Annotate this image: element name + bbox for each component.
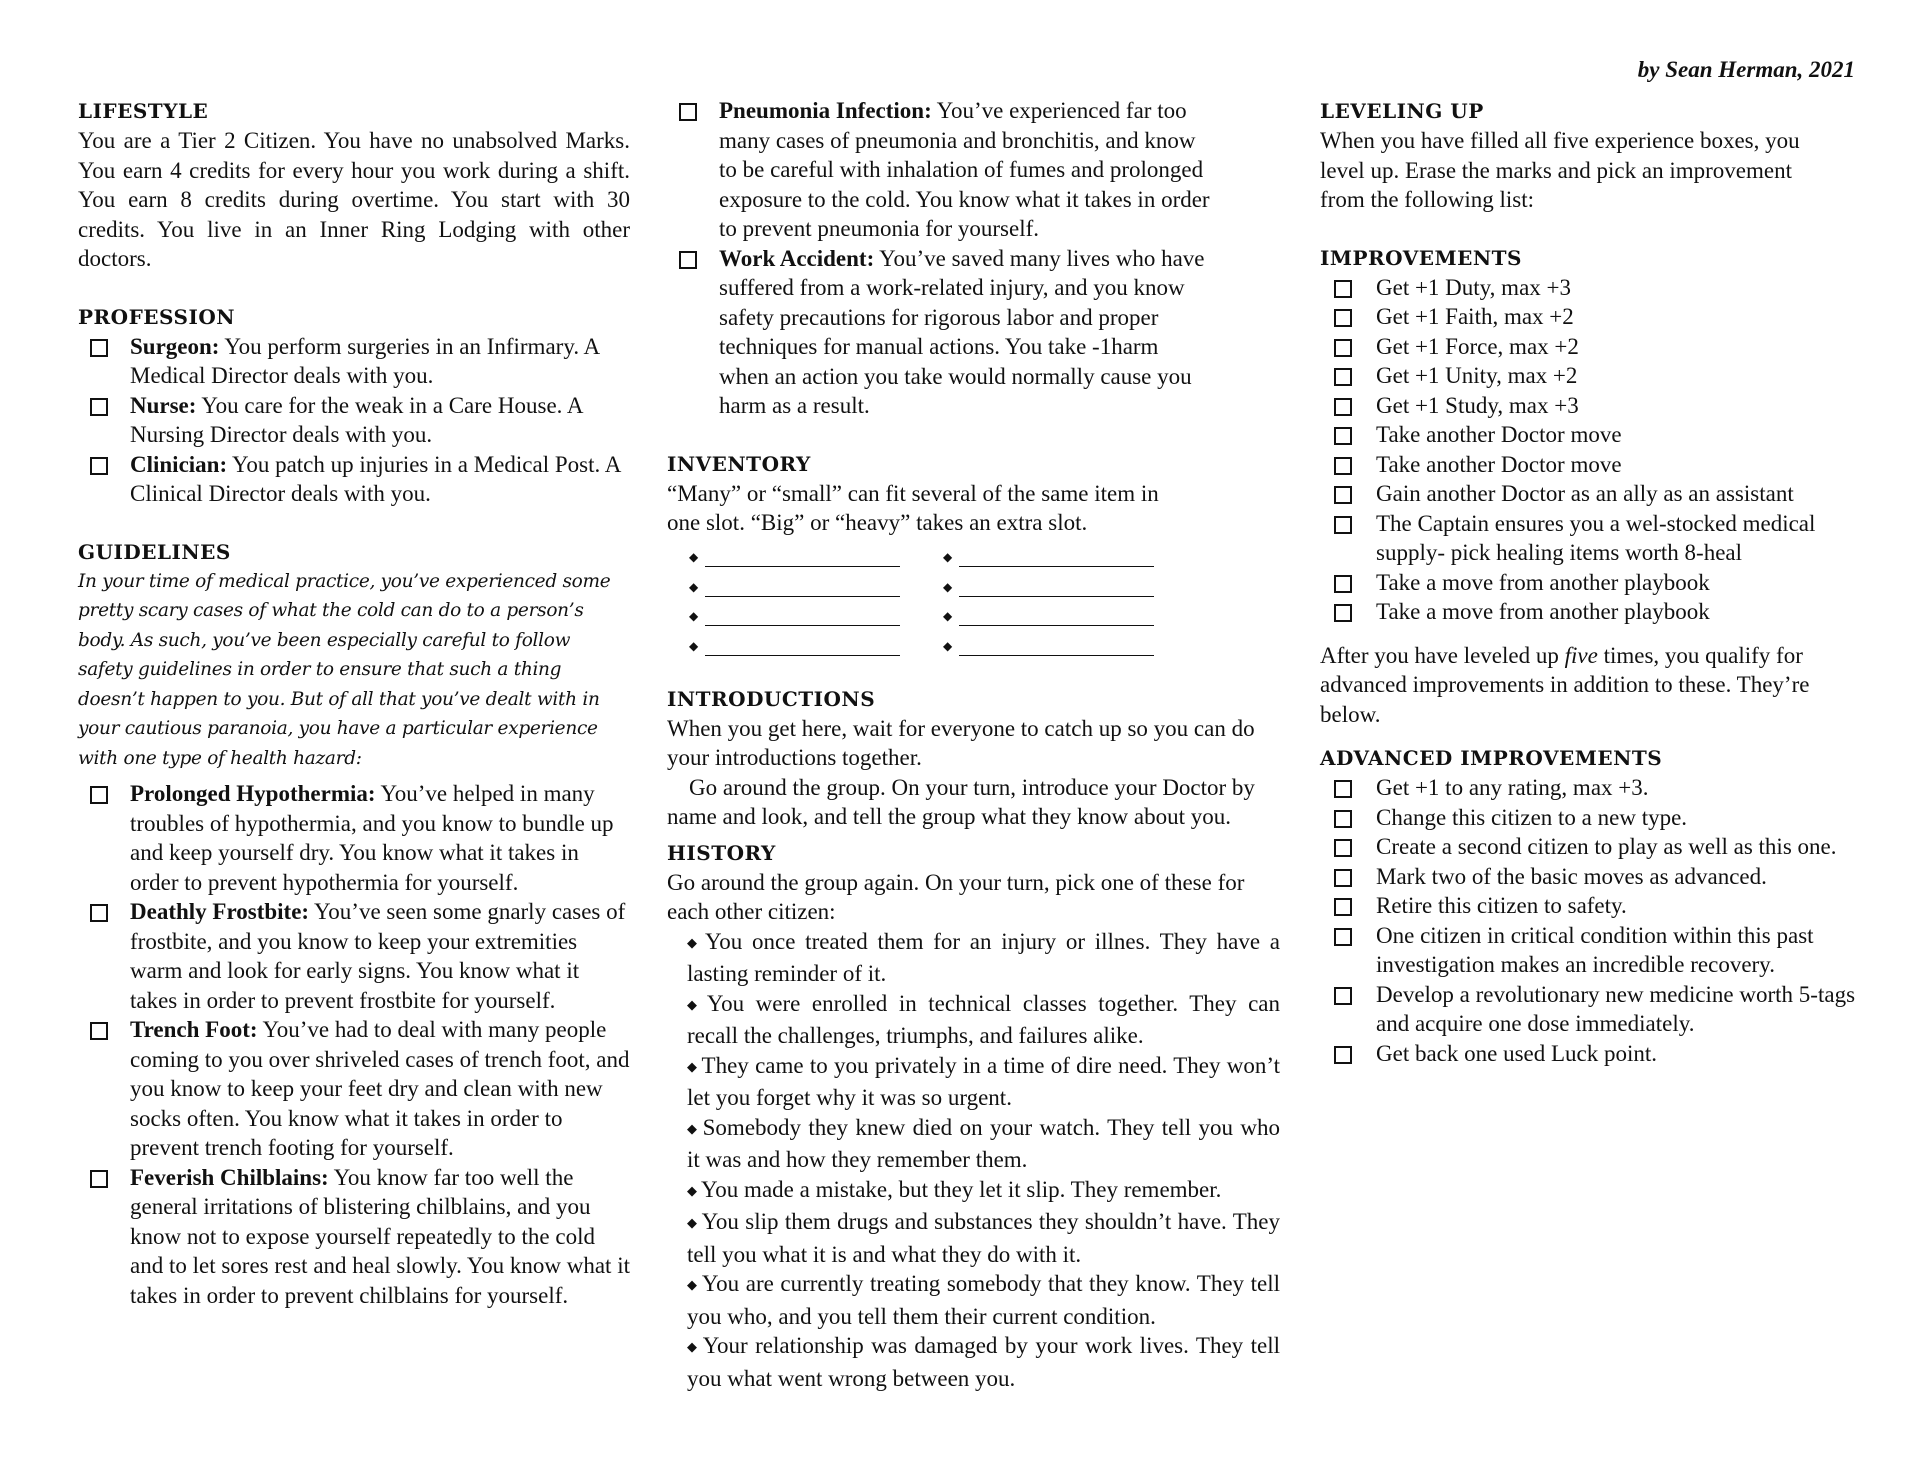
option-text: You perform surgeries in an Infirmary. A Medical Director deals with you. — [130, 333, 599, 388]
write-line[interactable] — [705, 578, 900, 597]
history-option: ◆ Your relationship was damaged by your work lives. They tell you what went wrong between you. — [687, 1333, 1281, 1391]
inventory-slot[interactable] — [943, 538, 1197, 568]
option-title: Feverish Chilblains: — [130, 1164, 329, 1190]
inventory-slot[interactable] — [943, 597, 1197, 627]
checkbox[interactable] — [1334, 398, 1352, 416]
history-option: ◆ You are currently treating somebody that they know. They tell you who, and you tell them their current condition. — [687, 1271, 1281, 1329]
improvement-option[interactable]: Take another Doctor move — [1334, 420, 1880, 450]
checkbox[interactable] — [1334, 280, 1352, 298]
inventory-slot[interactable] — [689, 538, 943, 568]
option-title: Surgeon: — [130, 333, 220, 359]
checkbox[interactable] — [1334, 427, 1352, 445]
inventory-slot[interactable] — [943, 567, 1197, 597]
checkbox[interactable] — [1334, 898, 1352, 916]
checkbox[interactable] — [1334, 368, 1352, 386]
checkbox[interactable] — [1334, 604, 1352, 622]
improvement-option[interactable]: Take a move from another playbook — [1334, 568, 1880, 598]
guideline-option-pneumonia[interactable] — [679, 96, 1212, 244]
inventory-slot[interactable] — [943, 626, 1197, 656]
option-text: You’ve saved many lives who have suffered from a work-related injury, and you know safety precautions for rigorous labor and proper techniques for manual actions. You take -1harm when an action you take would normally cause you harm as a result. — [719, 245, 1205, 418]
history-list — [667, 927, 1280, 1394]
guidelines-list — [78, 779, 630, 1310]
option-text: You care for the weak in a Care House. A Nursing Director deals with you. — [130, 392, 583, 447]
checkbox[interactable] — [1334, 928, 1352, 946]
option-title: Trench Foot: — [130, 1017, 258, 1042]
lifestyle-text: You are a Tier 2 Citizen. You have no unabsolved Marks. You earn 4 credits for every hour you work during a shift. You earn 8 credits during overtime. You start with 30 credits. You live in an Inner Ring Lodging with other doctors. — [78, 128, 630, 271]
inventory-slot[interactable] — [689, 626, 943, 656]
history-intro: Go around the group again. On your turn, pick one of these for each other citizen: — [667, 869, 1245, 924]
guideline-option-hypothermia[interactable] — [90, 779, 630, 897]
history-heading: HISTORY — [667, 840, 776, 865]
diamond-bullet-icon: ◆ — [689, 579, 699, 594]
option-text: You’ve had to deal with many people coming to you over shriveled cases of trench foot, and you know to keep your feet dry and clean with new socks often. You know what it takes in order to prevent trench footing for yourself. — [130, 1017, 630, 1160]
diamond-bullet-icon: ◆ — [687, 1182, 697, 1198]
inventory-slot[interactable] — [689, 597, 943, 627]
inventory-slot[interactable] — [689, 567, 943, 597]
history-option: ◆ You once treated them for an injury or illnes. They have a lasting reminder of it. — [687, 928, 1280, 986]
option-title: Work Accident: — [719, 245, 875, 271]
guideline-option-chilblains[interactable] — [90, 1163, 630, 1311]
profession-option-clinician[interactable] — [90, 450, 630, 509]
inventory-text: “Many” or “small” can fit several of the same item in one slot. “Big” or “heavy” takes an extra slot. — [667, 480, 1159, 535]
write-line[interactable] — [705, 637, 900, 656]
profession-option-nurse[interactable] — [90, 391, 630, 450]
checkbox[interactable] — [1334, 869, 1352, 887]
option-text: You’ve helped in many troubles of hypothermia, and you know to bundle up and keep yourself dry. You know what it takes in order to prevent hypothermia for yourself. — [130, 781, 614, 895]
author-byline: by Sean Herman, 2021 — [1637, 57, 1855, 82]
column-middle — [667, 96, 1280, 1393]
checkbox[interactable] — [1334, 575, 1352, 593]
column-left — [78, 96, 630, 1310]
history-option: ◆ You slip them drugs and substances they shouldn’t have. They tell you what it is and what they do with it. — [687, 1209, 1280, 1267]
improvement-option[interactable]: Gain another Doctor as an ally as an assistant — [1334, 479, 1880, 509]
checkbox[interactable] — [90, 398, 108, 416]
improvement-option[interactable]: Get +1 Force, max +2 — [1334, 332, 1880, 362]
improvement-option[interactable]: Get +1 Unity, max +2 — [1334, 361, 1880, 391]
diamond-bullet-icon: ◆ — [687, 1339, 699, 1354]
diamond-bullet-icon: ◆ — [687, 1277, 698, 1292]
checkbox[interactable] — [1334, 457, 1352, 475]
guideline-option-frostbite[interactable] — [90, 897, 630, 1015]
checkbox[interactable] — [1334, 780, 1352, 798]
improvement-option[interactable]: Take another Doctor move — [1334, 450, 1880, 480]
write-line[interactable] — [959, 548, 1154, 567]
advanced-improvement-option[interactable]: Change this citizen to a new type. — [1334, 803, 1880, 833]
diamond-bullet-icon: ◆ — [687, 1058, 698, 1074]
checkbox[interactable] — [1334, 339, 1352, 357]
write-line[interactable] — [959, 578, 1154, 597]
diamond-bullet-icon: ◆ — [943, 550, 953, 564]
checkbox[interactable] — [679, 103, 697, 121]
improvement-option[interactable]: Get +1 Faith, max +2 — [1334, 302, 1880, 332]
guideline-option-trench-foot[interactable] — [90, 1015, 630, 1163]
guidelines-list-continued — [667, 96, 1212, 421]
improvements-after-text: After you have leveled up five times, you qualify for advanced improvements in addition to these. They’re below. — [1320, 642, 1810, 727]
option-title: Pneumonia Infection: — [719, 98, 932, 123]
option-title: Prolonged Hypothermia: — [130, 781, 376, 806]
diamond-bullet-icon: ◆ — [943, 579, 953, 594]
leveling-text: When you have filled all five experience boxes, you level up. Erase the marks and pick an improvement from the following list: — [1320, 128, 1800, 212]
checkbox[interactable] — [1334, 810, 1352, 828]
option-title: Deathly Frostbite: — [130, 899, 310, 924]
inventory-slots — [689, 538, 1280, 656]
option-text: You know far too well the general irritations of blistering chilblains, and you know not to expose yourself repeatedly to the cold and to let sores rest and heal slowly. You know what it takes in order to prevent chilblains for yourself. — [130, 1164, 630, 1308]
lifestyle-heading: LIFESTYLE — [78, 99, 209, 123]
advanced-improvement-option[interactable]: Mark two of the basic moves as advanced. — [1334, 862, 1880, 892]
leveling-heading: LEVELING UP — [1320, 99, 1484, 123]
advanced-improvement-option[interactable]: Create a second citizen to play as well as this one. — [1334, 832, 1880, 862]
checkbox[interactable] — [1334, 486, 1352, 504]
advanced-improvement-option[interactable]: One citizen in critical condition within this past investigation makes an incredible recovery. — [1334, 921, 1880, 980]
diamond-bullet-icon: ◆ — [687, 1215, 698, 1230]
checkbox[interactable] — [1334, 516, 1352, 534]
history-option: ◆ They came to you privately in a time of dire need. They won’t let you forget why it was so urgent. — [687, 1052, 1280, 1110]
advanced-improvement-option[interactable]: Get back one used Luck point. — [1334, 1039, 1880, 1069]
improvement-option[interactable]: The Captain ensures you a wel-stocked medical supply- pick healing items worth 8-heal — [1334, 509, 1880, 568]
diamond-bullet-icon: ◆ — [687, 1120, 699, 1136]
checkbox[interactable] — [90, 339, 108, 357]
checkbox[interactable] — [90, 786, 108, 804]
advanced-improvement-option[interactable]: Develop a revolutionary new medicine worth 5-tags and acquire one dose immediately. — [1334, 980, 1880, 1039]
checkbox[interactable] — [1334, 1046, 1352, 1064]
history-option: ◆ You made a mistake, but they let it slip. They remember. — [687, 1176, 1222, 1202]
option-text: You patch up injuries in a Medical Post. A Clinical Director deals with you. — [130, 451, 621, 506]
option-title: Clinician: — [130, 451, 228, 477]
improvements-list — [1320, 273, 1880, 627]
advanced-improvements-list — [1320, 773, 1880, 1068]
diamond-bullet-icon: ◆ — [689, 638, 699, 653]
diamond-bullet-icon: ◆ — [687, 996, 703, 1012]
introductions-text-2: Go around the group. On your turn, introduce your Doctor by name and look, and tell the group what they know about you. — [667, 774, 1255, 829]
checkbox[interactable] — [90, 457, 108, 475]
advanced-improvement-option[interactable]: Get +1 to any rating, max +3. — [1334, 773, 1880, 803]
checkbox[interactable] — [90, 1170, 108, 1188]
diamond-bullet-icon: ◆ — [943, 638, 953, 653]
option-text: You’ve experienced far too many cases of pneumonia and bronchitis, and know to be careful with inhalation of fumes and prolonged exposure to the cold. You know what it takes in order to prevent pneumonia for yourself. — [719, 98, 1210, 241]
guidelines-heading: GUIDELINES — [78, 539, 231, 564]
write-line[interactable] — [705, 548, 900, 567]
introductions-heading: INTRODUCTIONS — [667, 686, 876, 711]
improvements-heading: IMPROVEMENTS — [1320, 245, 1522, 270]
checkbox[interactable] — [1334, 987, 1352, 1005]
profession-option-surgeon[interactable] — [90, 332, 630, 391]
inventory-heading: INVENTORY — [667, 451, 811, 476]
diamond-bullet-icon: ◆ — [689, 609, 699, 623]
advanced-improvement-option[interactable]: Retire this citizen to safety. — [1334, 891, 1880, 921]
write-line[interactable] — [959, 607, 1154, 626]
improvement-option[interactable]: Get +1 Study, max +3 — [1334, 391, 1880, 421]
guidelines-intro: In your time of medical practice, you’ve experienced some pretty scary cases of what the cold can do to a person’s body. As such, you’ve been especially careful to follow safety guidelines in order to ensure that such a thing doesn’t happen to you. But of all that you’ve dealt with in your cautious paranoia, you have a particular experience with one type of health hazard: — [78, 570, 611, 769]
checkbox[interactable] — [90, 904, 108, 922]
column-right — [1320, 96, 1880, 1068]
checkbox[interactable] — [679, 251, 697, 269]
write-line[interactable] — [959, 637, 1154, 656]
improvement-option[interactable]: Get +1 Duty, max +3 — [1334, 273, 1880, 303]
profession-list — [78, 332, 630, 509]
guideline-option-work-accident[interactable] — [679, 244, 1212, 421]
checkbox[interactable] — [90, 1022, 108, 1040]
improvement-option[interactable]: Take a move from another playbook — [1334, 597, 1880, 627]
diamond-bullet-icon: ◆ — [689, 550, 699, 564]
diamond-bullet-icon: ◆ — [943, 609, 953, 623]
introductions-text-1: When you get here, wait for everyone to catch up so you can do your introductions together. — [667, 715, 1255, 770]
advanced-improvements-heading: ADVANCED IMPROVEMENTS — [1320, 746, 1663, 770]
write-line[interactable] — [705, 607, 900, 626]
checkbox[interactable] — [1334, 839, 1352, 857]
history-option: ◆ You were enrolled in technical classes together. They can recall the challenges, triumphs, and failures alike. — [687, 990, 1280, 1048]
option-text: You’ve seen some gnarly cases of frostbite, and you know to keep your extremities warm and look for early signs. You know what it takes in order to prevent frostbite for yourself. — [130, 899, 626, 1013]
diamond-bullet-icon: ◆ — [687, 934, 701, 950]
option-title: Nurse: — [130, 392, 197, 418]
profession-heading: PROFESSION — [78, 304, 236, 329]
checkbox[interactable] — [1334, 309, 1352, 327]
history-option: ◆ Somebody they knew died on your watch. They tell you who it was and how they remember them. — [687, 1114, 1280, 1172]
